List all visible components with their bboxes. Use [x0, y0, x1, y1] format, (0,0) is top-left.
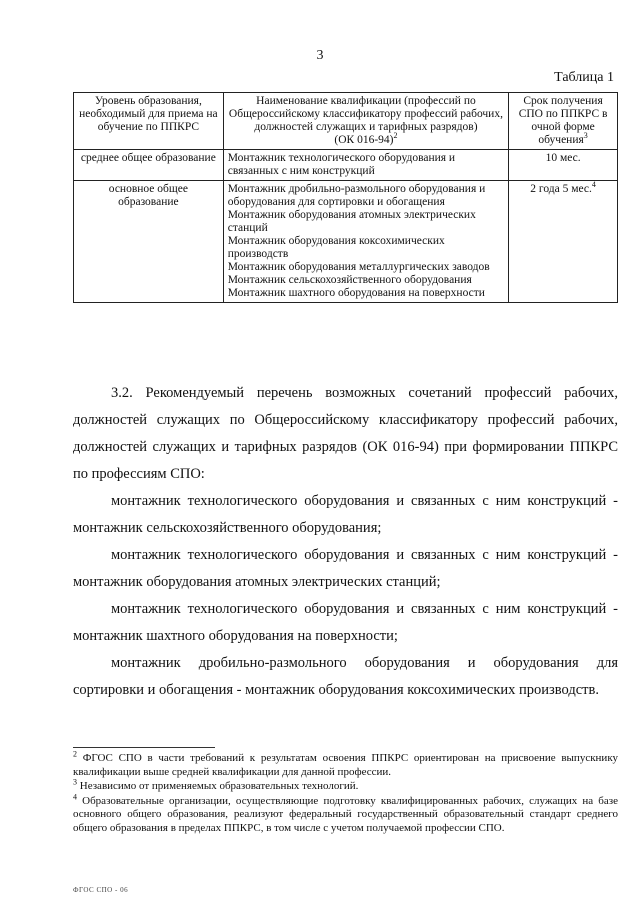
study-term-cell: 2 года 5 мес.$^4$ [509, 181, 618, 303]
qualification-table [73, 92, 618, 303]
footer-document-code: ФГОС СПО - 06 [73, 886, 129, 894]
table-header-row [74, 93, 618, 150]
education-level-cell: среднее общее образование [74, 150, 224, 181]
qualification-item: Монтажник сельскохозяйственного оборудования [227, 274, 472, 286]
footnote-divider [73, 747, 215, 748]
qualification-item: Монтажник дробильно-размольного оборудования и оборудования для сортировки и обогащения [227, 183, 486, 208]
footnote: $^3$ Независимо от применяемых образовательных технологий. [73, 777, 359, 792]
combination-item: монтажник технологического оборудования и связанных с ним конструкций - монтажник оборудования атомных электрических станций; [73, 547, 618, 590]
qualification-item: Монтажник оборудования коксохимических производств [227, 235, 445, 260]
qualification-item: Монтажник технологического оборудования и связанных с ним конструкций [227, 152, 456, 177]
header-education-level: Уровень образования, необходимый для приема на обучение по ППКРС [74, 93, 224, 150]
page-number: 3 [316, 48, 324, 63]
combination-item: монтажник дробильно-размольного оборудования и оборудования для сортировки и обогащения - монтажник оборудования коксохимических производств. [73, 655, 618, 698]
section-intro-paragraph: 3.2. Рекомендуемый перечень возможных сочетаний профессий рабочих, должностей служащих по Общероссийскому классификатору профессий рабочих, должностей служащих и тарифных разрядов (ОК 016-94) при формировании ППКРС по профессиям СПО: [73, 385, 618, 482]
header-study-term: Срок получения СПО по ППКРС в очной форме обучения$^3$ [509, 93, 618, 150]
footnote-mark: 2 [393, 131, 398, 141]
section-3-2 [73, 380, 618, 704]
footnote: $^4$ Образовательные организации, осуществляющие подготовку квалифицированных рабочих, служащих на базе основного общего образования, реализуют федеральный государственный образовательный стандарт среднего общего образования в пределах ППКРС, в том числе с учетом получаемой профессии СПО. [73, 791, 618, 834]
qualification-item: Монтажник оборудования металлургических заводов [227, 261, 490, 273]
header-qualification-name: Наименование квалификации (профессий по Общероссийскому классификатору профессий рабочих, должностей служащих и тарифных разрядов) (ОК 016-94)$^2$ [223, 93, 508, 150]
qualifications-cell [223, 181, 508, 303]
education-level-cell: основное общее образование [74, 181, 224, 303]
qualification-item: Монтажник оборудования атомных электрических станций [227, 209, 476, 234]
qualification-item: Монтажник шахтного оборудования на поверхности [227, 287, 485, 299]
footnotes [73, 749, 619, 836]
footnote-mark: 4 [591, 180, 596, 190]
footnote: $^2$ ФГОС СПО в части требований к результатам освоения ППКРС ориентирован на присвоение выпускнику квалификации выше средней квалификации для данной профессии. [73, 749, 619, 778]
footnote-mark: 3 [583, 131, 588, 141]
table-row [74, 181, 618, 303]
combination-item: монтажник технологического оборудования и связанных с ним конструкций - монтажник сельскохозяйственного оборудования; [73, 493, 618, 536]
study-term-cell: 10 мес. [509, 150, 618, 181]
combination-item: монтажник технологического оборудования и связанных с ним конструкций - монтажник шахтного оборудования на поверхности; [73, 601, 618, 644]
qualifications-cell [223, 150, 508, 181]
table-row [74, 150, 618, 181]
table-caption: Таблица 1 [554, 70, 614, 85]
